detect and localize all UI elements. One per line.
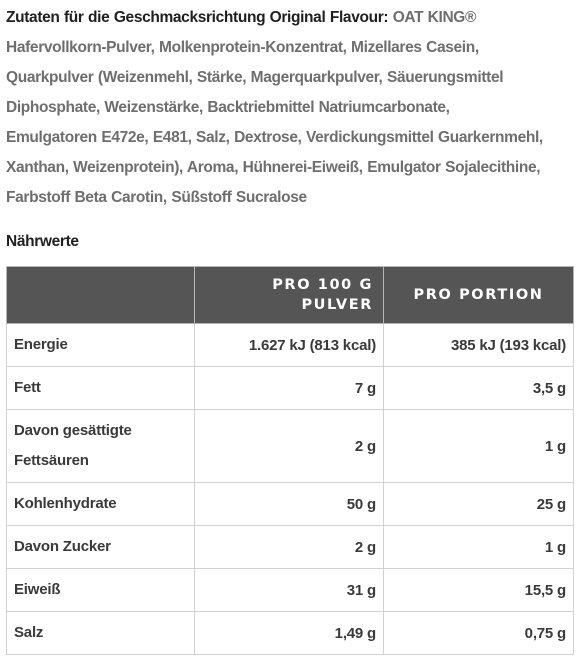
nutrition-heading: Nährwerte xyxy=(6,233,79,250)
nutrition-table xyxy=(6,266,574,655)
value-per-100g: 7 g xyxy=(195,367,384,410)
header-per-portion: PRO PORTION xyxy=(384,267,574,324)
table-row xyxy=(7,569,574,612)
nutrient-label-line1: Fett xyxy=(14,379,41,396)
value-per-portion: 1 g xyxy=(384,526,574,569)
value-per-100g: 2 g xyxy=(195,526,384,569)
table-row xyxy=(7,410,574,483)
value-per-100g: 31 g xyxy=(195,569,384,612)
nutrient-label xyxy=(7,526,195,569)
ingredients-line-6: Xanthan, Weizenprotein), Aroma, Hühnerei-Eiweiß, Emulgator Sojalecithine, xyxy=(6,159,541,176)
ingredients-paragraph xyxy=(6,3,576,213)
nutrient-label xyxy=(7,569,195,612)
nutrition-header-row xyxy=(7,267,574,324)
value-per-100g: 2 g xyxy=(195,410,384,483)
table-row xyxy=(7,526,574,569)
nutrient-label-line1: Davon Zucker xyxy=(14,538,111,555)
value-per-portion: 25 g xyxy=(384,483,574,526)
ingredients-line-1 xyxy=(6,3,576,33)
nutrient-label xyxy=(7,367,195,410)
nutrient-label xyxy=(7,324,195,367)
table-row xyxy=(7,367,574,410)
ingredients-line-5: Emulgatoren E472e, E481, Salz, Dextrose, Verdickungsmittel Guarkernmehl, xyxy=(6,129,543,146)
ingredients-line-7: Farbstoff Beta Carotin, Süßstoff Sucralose xyxy=(6,189,307,206)
table-row xyxy=(7,324,574,367)
ingredients-product-name: OAT KING® xyxy=(392,9,477,26)
value-per-100g: 1,49 g xyxy=(195,612,384,655)
nutrient-label xyxy=(7,483,195,526)
nutrient-label-line1: Energie xyxy=(14,336,68,353)
table-row xyxy=(7,612,574,655)
value-per-portion: 0,75 g xyxy=(384,612,574,655)
value-per-100g: 1.627 kJ (813 kcal) xyxy=(195,324,384,367)
header-empty-cell xyxy=(7,267,195,324)
ingredients-line-3: Quarkpulver (Weizenmehl, Stärke, Magerquarkpulver, Säuerungsmittel xyxy=(6,69,504,86)
value-per-portion: 3,5 g xyxy=(384,367,574,410)
nutrient-label xyxy=(7,612,195,655)
ingredients-lead: Zutaten für die Geschmacksrichtung Original Flavour: xyxy=(6,9,389,26)
header-per-100g-line2: PULVER xyxy=(301,297,373,313)
value-per-100g: 50 g xyxy=(195,483,384,526)
nutrient-label-line1: Eiweiß xyxy=(14,581,61,598)
nutrient-label-line1: Davon gesättigte xyxy=(14,422,132,439)
value-per-portion: 15,5 g xyxy=(384,569,574,612)
nutrient-label-line2: Fettsäuren xyxy=(14,452,89,469)
nutrient-label xyxy=(7,410,195,483)
nutrient-label-line1: Kohlenhydrate xyxy=(14,495,117,512)
table-row xyxy=(7,483,574,526)
nutrient-label-line1: Salz xyxy=(14,624,44,641)
value-per-portion: 385 kJ (193 kcal) xyxy=(384,324,574,367)
ingredients-line-4: Diphosphate, Weizenstärke, Backtriebmittel Natriumcarbonate, xyxy=(6,99,450,116)
header-per-100g xyxy=(195,267,384,324)
header-per-100g-line1: PRO 100 G xyxy=(272,277,373,293)
ingredients-line-2: Hafervollkorn-Pulver, Molkenprotein-Konzentrat, Mizellares Casein, xyxy=(6,39,479,56)
value-per-portion: 1 g xyxy=(384,410,574,483)
